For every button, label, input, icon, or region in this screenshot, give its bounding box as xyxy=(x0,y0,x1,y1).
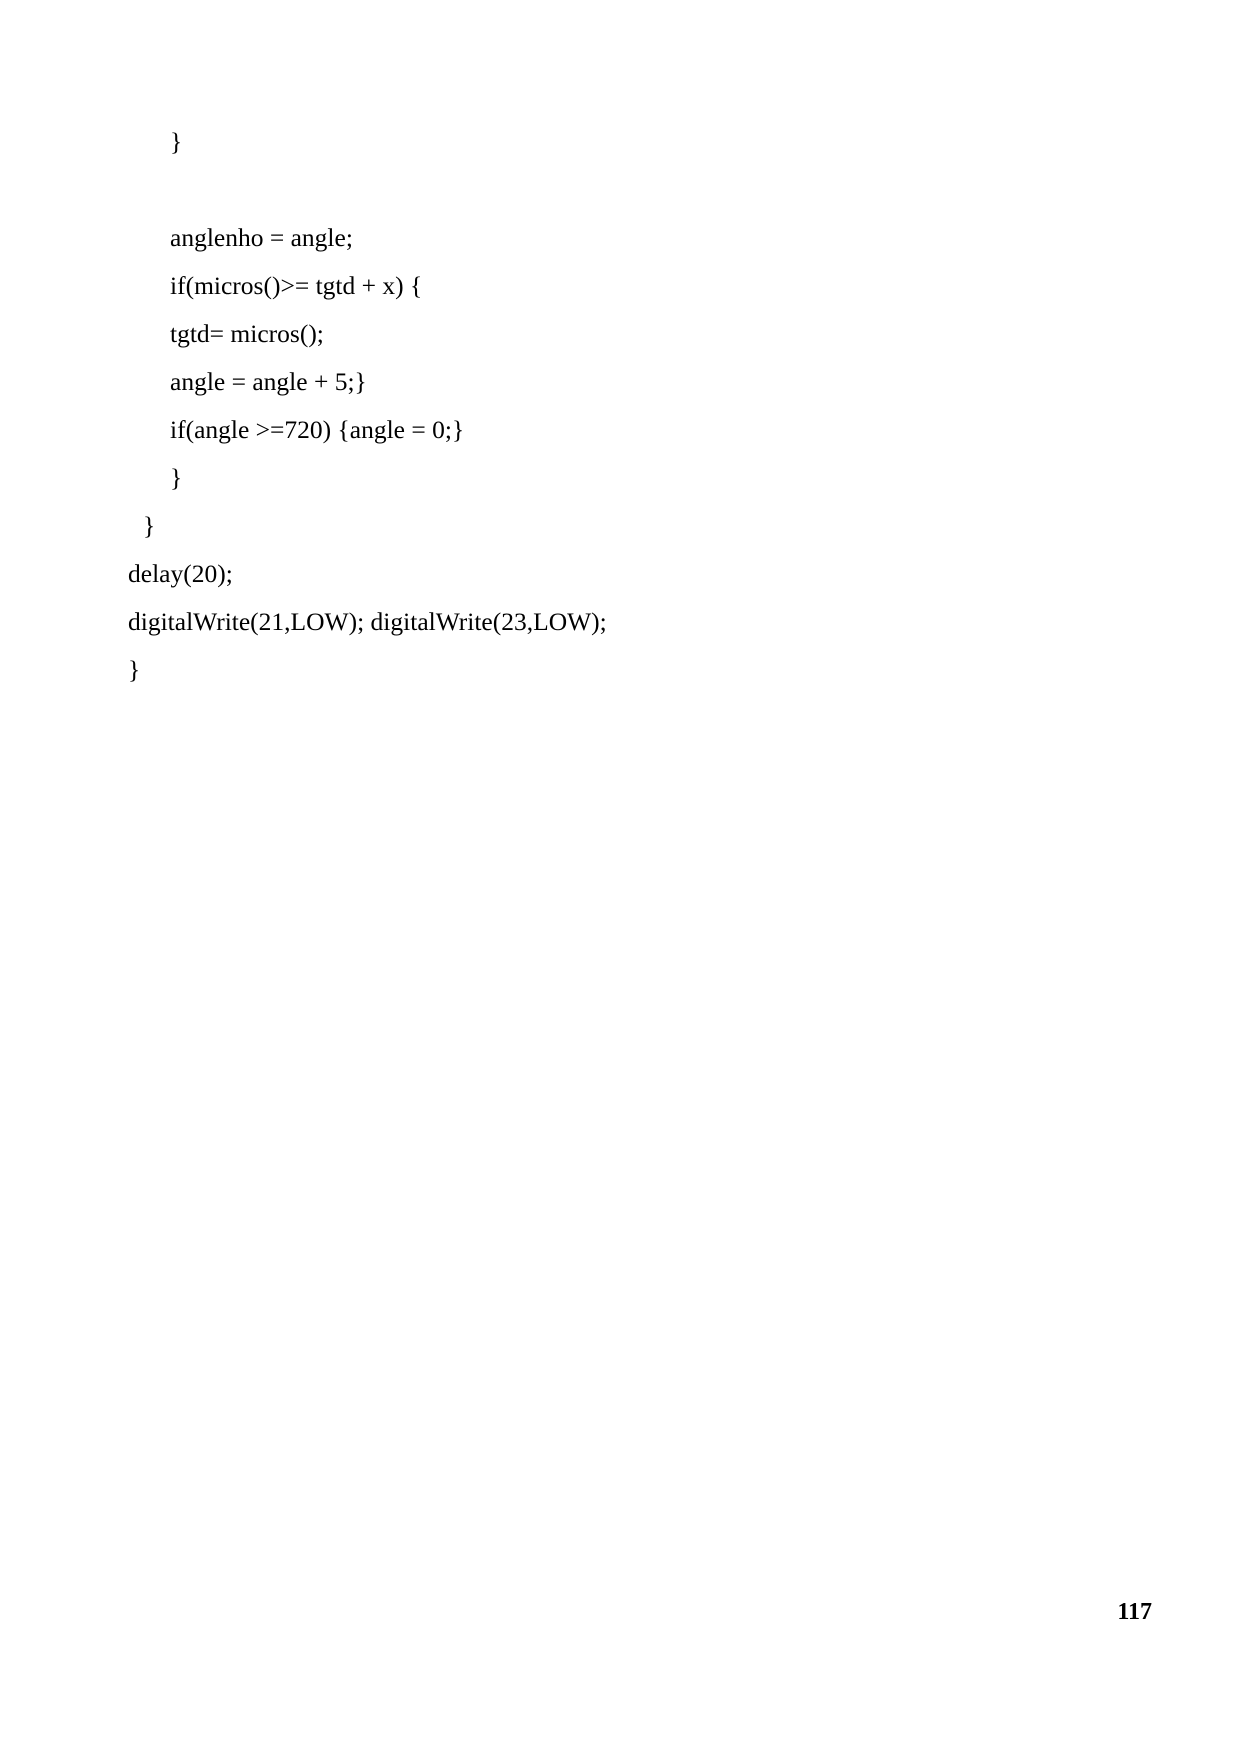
code-line: delay(20); xyxy=(128,559,233,588)
code-listing xyxy=(0,118,1240,694)
code-line: if(micros()>= tgtd + x) { xyxy=(170,271,423,300)
code-line-blank xyxy=(0,166,1240,214)
code-line: digitalWrite(21,LOW); digitalWrite(23,LOW); xyxy=(128,607,607,636)
code-line: } xyxy=(170,463,183,492)
code-line: tgtd= micros(); xyxy=(170,319,324,348)
code-line: anglenho = angle; xyxy=(170,223,353,252)
code-line: if(angle >=720) {angle = 0;} xyxy=(170,415,465,444)
code-line: } xyxy=(170,127,183,156)
code-line: } xyxy=(128,655,141,684)
code-line: } xyxy=(143,511,156,540)
code-line: angle = angle + 5;} xyxy=(170,367,367,396)
page-number: 117 xyxy=(1117,1599,1152,1625)
